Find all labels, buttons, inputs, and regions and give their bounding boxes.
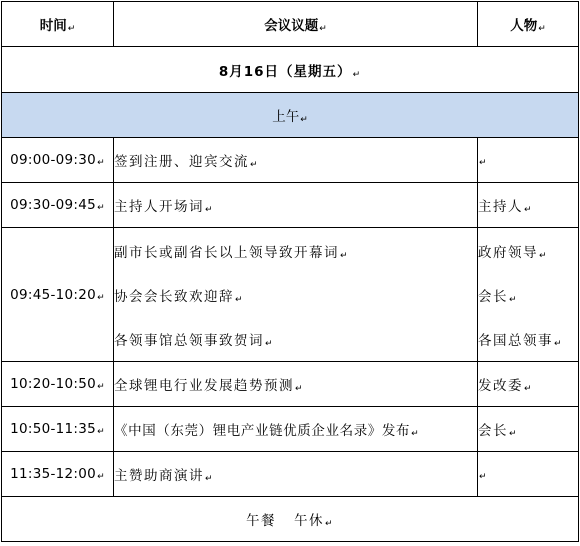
session-row xyxy=(2,93,579,138)
time-cell: 09:30-09:45↵ xyxy=(2,183,114,228)
paragraph-mark-icon: ↵ xyxy=(97,292,105,303)
lunch-label: 午餐 xyxy=(245,513,276,529)
header-topic: 会议议题↵ xyxy=(114,2,478,47)
topic-line: 协会会长致欢迎辞↵ xyxy=(114,288,245,305)
topic-cell: 主持人开场词↵ xyxy=(114,183,478,228)
person-cell xyxy=(478,228,579,362)
table-row xyxy=(2,228,579,362)
time-cell: 10:50-11:35↵ xyxy=(2,407,114,452)
person-line: 政府领导↵ xyxy=(478,244,549,261)
topic-cell: 签到注册、迎宾交流↵ xyxy=(114,138,478,183)
paragraph-mark-icon: ↵ xyxy=(411,429,420,439)
paragraph-mark-icon: ↵ xyxy=(509,429,519,439)
paragraph-mark-icon: ↵ xyxy=(340,250,350,261)
paragraph-mark-icon: ↵ xyxy=(524,205,534,215)
paragraph-mark-icon: ↵ xyxy=(479,158,489,168)
header-row xyxy=(2,2,579,47)
topic-cell: 《中国（东莞）锂电产业链优质企业名录》发布↵ xyxy=(114,407,478,452)
footer-row xyxy=(2,497,579,542)
time-cell: 10:20-10:50↵ xyxy=(2,362,114,407)
person-line: 各国总领事↵ xyxy=(478,332,564,349)
header-person: 人物↵ xyxy=(478,2,579,47)
paragraph-mark-icon: ↵ xyxy=(97,427,105,437)
paragraph-mark-icon: ↵ xyxy=(205,205,215,215)
paragraph-mark-icon: ↵ xyxy=(265,338,275,349)
paragraph-mark-icon: ↵ xyxy=(97,158,105,168)
person-cell xyxy=(478,138,579,183)
table-row xyxy=(2,362,579,407)
table-row xyxy=(2,183,579,228)
paragraph-mark-icon: ↵ xyxy=(97,203,105,213)
paragraph-mark-icon: ↵ xyxy=(97,382,105,392)
topic-cell: 主赞助商演讲↵ xyxy=(114,452,478,497)
paragraph-mark-icon: ↵ xyxy=(295,384,305,394)
person-cell: 发改委↵ xyxy=(478,362,579,407)
paragraph-mark-icon: ↵ xyxy=(554,338,564,349)
table-row xyxy=(2,452,579,497)
paragraph-mark-icon: ↵ xyxy=(524,384,534,394)
date-label: 8月16日（星期五）↵ xyxy=(2,47,579,93)
paragraph-mark-icon: ↵ xyxy=(539,250,549,261)
person-cell: 主持人↵ xyxy=(478,183,579,228)
agenda-table xyxy=(1,1,579,542)
topic-cell: 全球锂电行业发展趋势预测↵ xyxy=(114,362,478,407)
paragraph-mark-icon: ↵ xyxy=(300,115,308,125)
person-line: 会长↵ xyxy=(478,288,519,305)
topic-line: 副市长或副省长以上领导致开幕词↵ xyxy=(114,244,350,261)
session-label: 上午↵ xyxy=(2,93,579,138)
time-cell: 09:00-09:30↵ xyxy=(2,138,114,183)
paragraph-mark-icon: ↵ xyxy=(205,474,215,484)
lunch-break-cell xyxy=(2,497,579,542)
paragraph-mark-icon: ↵ xyxy=(250,160,260,170)
paragraph-mark-icon: ↵ xyxy=(479,472,489,482)
time-cell: 11:35-12:00↵ xyxy=(2,452,114,497)
paragraph-mark-icon: ↵ xyxy=(324,519,335,529)
paragraph-mark-icon: ↵ xyxy=(319,24,327,34)
person-cell xyxy=(478,452,579,497)
date-row xyxy=(2,47,579,93)
topic-line: 各领事馆总领事致贺词↵ xyxy=(114,332,275,349)
paragraph-mark-icon: ↵ xyxy=(509,294,519,305)
paragraph-mark-icon: ↵ xyxy=(538,24,546,34)
header-time: 时间↵ xyxy=(2,2,114,47)
table-row xyxy=(2,138,579,183)
rest-label: 午休 xyxy=(293,513,324,529)
topic-cell xyxy=(114,228,478,362)
table-row xyxy=(2,407,579,452)
paragraph-mark-icon: ↵ xyxy=(67,24,76,34)
person-cell: 会长↵ xyxy=(478,407,579,452)
paragraph-mark-icon: ↵ xyxy=(97,472,105,482)
paragraph-mark-icon: ↵ xyxy=(235,294,245,305)
paragraph-mark-icon: ↵ xyxy=(352,69,362,80)
time-cell: 09:45-10:20↵ xyxy=(2,228,114,362)
